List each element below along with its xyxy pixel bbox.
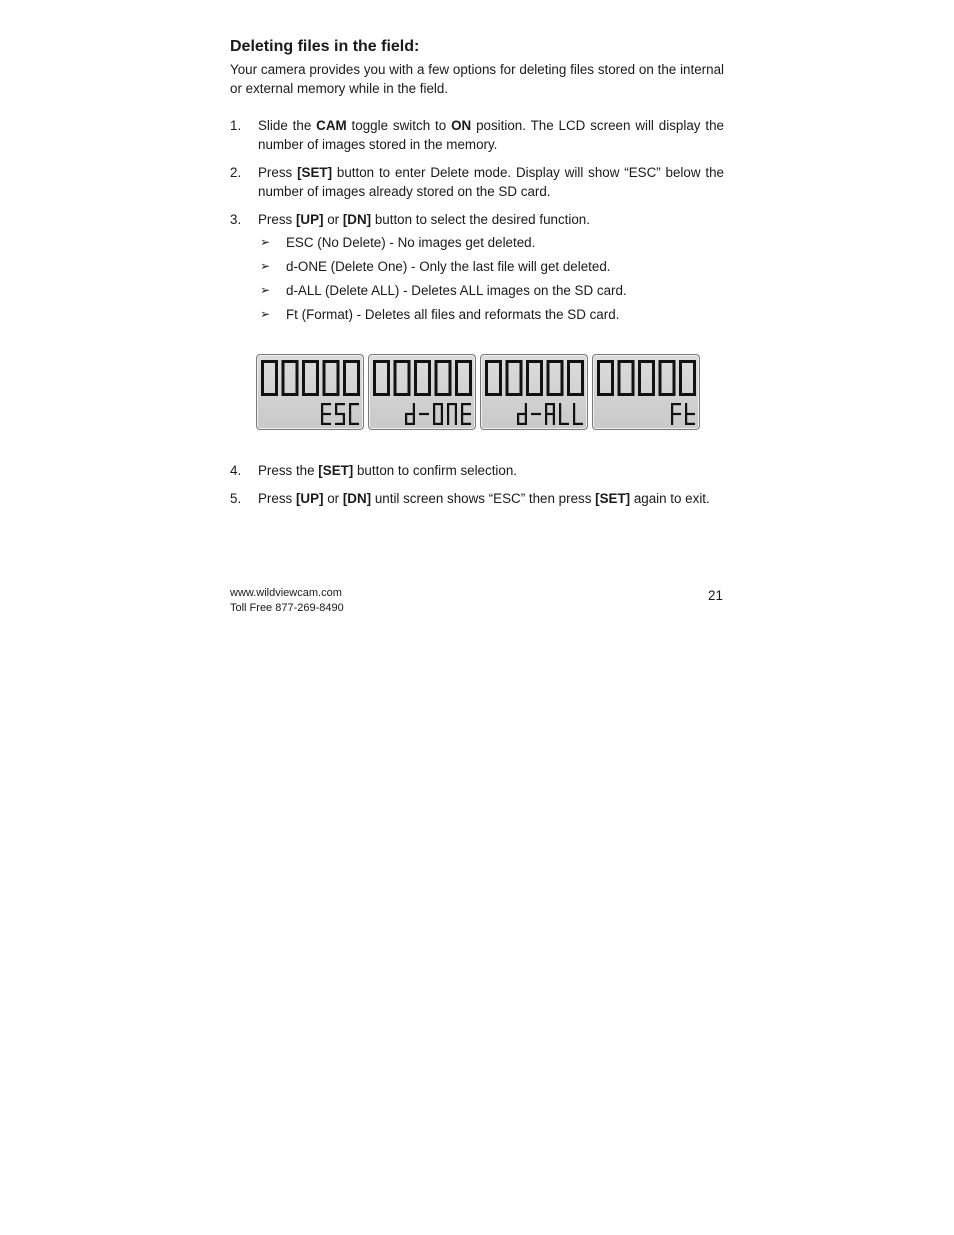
arrow-bullet-icon: ➢ [260, 235, 271, 249]
step-3 [230, 210, 724, 324]
lcd-segment [447, 403, 449, 414]
lcd-segment [461, 403, 463, 414]
option-format: ➢ Ft (Format) - Deletes all files and reformats the SD card. [260, 307, 620, 322]
lcd-segment [618, 360, 621, 378]
lcd-segment [441, 403, 443, 414]
lcd-segment [559, 403, 561, 414]
lcd-segment [408, 360, 411, 378]
lcd-segment [673, 360, 676, 378]
step-number: 3. [230, 212, 242, 227]
lcd-segment [553, 403, 555, 414]
lcd-segment [323, 378, 326, 396]
lcd-segment [573, 414, 575, 425]
step-2 [230, 163, 724, 201]
lcd-segment [387, 360, 390, 378]
lcd-segment [567, 360, 570, 378]
section-heading: Deleting files in the field: [230, 38, 420, 55]
lcd-segment [685, 403, 687, 414]
lcd-segment [405, 413, 415, 415]
lcd-segment [559, 414, 561, 425]
lcd-segment [302, 360, 305, 378]
lcd-segment [485, 360, 488, 378]
step-number: 2. [230, 165, 242, 180]
lcd-segment [455, 378, 458, 396]
lcd-display-esc [256, 354, 364, 430]
lcd-segment [449, 360, 452, 378]
lcd-segment [693, 360, 696, 378]
step-4 [230, 461, 730, 480]
lcd-segment [357, 360, 360, 378]
lcd-segment [659, 378, 662, 396]
arrow-bullet-icon: ➢ [260, 283, 271, 297]
arrow-bullet-icon: ➢ [260, 259, 271, 273]
lcd-segment [581, 360, 584, 378]
lcd-segment [553, 414, 555, 425]
lcd-segment [455, 414, 457, 425]
lcd-segment [349, 403, 351, 414]
lcd-segment [282, 360, 285, 378]
lcd-segment [485, 378, 488, 396]
lcd-segment [597, 360, 600, 378]
lcd-display-d-all [480, 354, 588, 430]
lcd-segment [547, 378, 550, 396]
lcd-segment [638, 378, 641, 396]
lcd-segment [323, 360, 326, 378]
intro-paragraph: Your camera provides you with a few options for deleting files stored on the internal or external memory while in the field. [230, 62, 724, 96]
lcd-segment [435, 360, 438, 378]
lcd-segment [414, 360, 417, 378]
lcd-segment [520, 360, 523, 378]
lcd-segment [335, 403, 337, 414]
lcd-segment [343, 378, 346, 396]
lcd-segment [337, 360, 340, 378]
page-content [230, 36, 724, 333]
steps-list-continued [230, 461, 730, 517]
step-text: Press [UP] or [DN] until screen shows “ESC” then press [SET] again to exit. [258, 491, 710, 506]
lcd-segment [433, 414, 435, 425]
lcd-screen [257, 355, 363, 429]
lcd-segment [526, 378, 529, 396]
lcd-segment [335, 413, 345, 415]
lcd-segment [540, 360, 543, 378]
page-number: 21 [708, 588, 723, 603]
step-text: Press [SET] button to enter Delete mode. Display will show “ESC” below the number of images already stored on the SD card. [258, 165, 724, 199]
lcd-segment [685, 413, 695, 415]
step-text: Press the [SET] button to confirm selection. [258, 463, 518, 478]
lcd-segment [261, 378, 264, 396]
lcd-segment [679, 378, 682, 396]
step-number: 5. [230, 491, 242, 506]
lcd-segment [433, 403, 435, 414]
step-5 [230, 489, 730, 508]
lcd-segment [671, 413, 681, 415]
step-1 [230, 116, 724, 154]
lcd-display-ft [592, 354, 700, 430]
lcd-segment [545, 403, 547, 414]
lcd-segment [671, 414, 673, 425]
lcd-segment [618, 378, 621, 396]
lcd-segment [597, 378, 600, 396]
lcd-segment [461, 414, 463, 425]
step-number: 4. [230, 463, 242, 478]
lcd-segment [545, 414, 547, 425]
lcd-screen [593, 355, 699, 429]
lcd-segment [321, 414, 323, 425]
lcd-segment [428, 360, 431, 378]
lcd-segment [343, 360, 346, 378]
lcd-segment [455, 403, 457, 414]
footer-phone: Toll Free 877-269-8490 [230, 602, 344, 614]
lcd-segment [275, 360, 278, 378]
option-d-all: ➢ d-ALL (Delete ALL) - Deletes ALL images on the SD card. [260, 283, 627, 298]
lcd-segment [652, 360, 655, 378]
footer-website[interactable]: www.wildviewcam.com [230, 587, 342, 599]
lcd-segment [671, 403, 673, 414]
lcd-segment [561, 360, 564, 378]
steps-list [230, 116, 724, 324]
lcd-segment [321, 413, 331, 415]
lcd-segment [455, 360, 458, 378]
lcd-segment [321, 403, 323, 414]
lcd-segment [394, 378, 397, 396]
lcd-segment [461, 413, 471, 415]
lcd-segment [506, 360, 509, 378]
lcd-segment [659, 360, 662, 378]
lcd-segment [685, 414, 687, 425]
lcd-segment [394, 360, 397, 378]
lcd-segment [405, 414, 407, 425]
footer-contact [230, 586, 344, 616]
lcd-segment [282, 378, 285, 396]
lcd-segment [567, 378, 570, 396]
lcd-segment [632, 360, 635, 378]
lcd-segment [469, 360, 472, 378]
lcd-segment [316, 360, 319, 378]
lcd-segment [611, 360, 614, 378]
lcd-segment [545, 413, 555, 415]
lcd-segment [447, 414, 449, 425]
lcd-screen [481, 355, 587, 429]
lcd-segment [517, 414, 519, 425]
lcd-display-row [256, 354, 700, 430]
lcd-segment [414, 378, 417, 396]
option-esc: ➢ ESC (No Delete) - No images get deleted. [260, 235, 536, 250]
lcd-segment [413, 403, 415, 414]
lcd-segment [506, 378, 509, 396]
options-list [258, 233, 724, 324]
lcd-segment [547, 360, 550, 378]
lcd-segment [573, 403, 575, 414]
lcd-segment [296, 360, 299, 378]
lcd-segment [638, 360, 641, 378]
step-text: Slide the CAM toggle switch to ON position. The LCD screen will display the number of images stored in the memory. [258, 118, 724, 152]
lcd-segment [261, 360, 264, 378]
lcd-segment [373, 360, 376, 378]
lcd-segment [517, 413, 527, 415]
lcd-segment [302, 378, 305, 396]
lcd-segment [335, 423, 345, 425]
lcd-segment [526, 360, 529, 378]
lcd-segment [525, 403, 527, 414]
lcd-segment [531, 413, 541, 415]
arrow-bullet-icon: ➢ [260, 307, 271, 321]
lcd-segment [679, 360, 682, 378]
lcd-segment [349, 414, 351, 425]
lcd-segment [373, 378, 376, 396]
lcd-segment [419, 413, 429, 415]
option-d-one: ➢ d-ONE (Delete One) - Only the last file will get deleted. [260, 259, 611, 274]
lcd-segment [435, 378, 438, 396]
lcd-segment [499, 360, 502, 378]
lcd-screen [369, 355, 475, 429]
step-text: Press [UP] or [DN] button to select the desired function. [258, 212, 590, 227]
lcd-display-d-one [368, 354, 476, 430]
step-number: 1. [230, 118, 242, 133]
